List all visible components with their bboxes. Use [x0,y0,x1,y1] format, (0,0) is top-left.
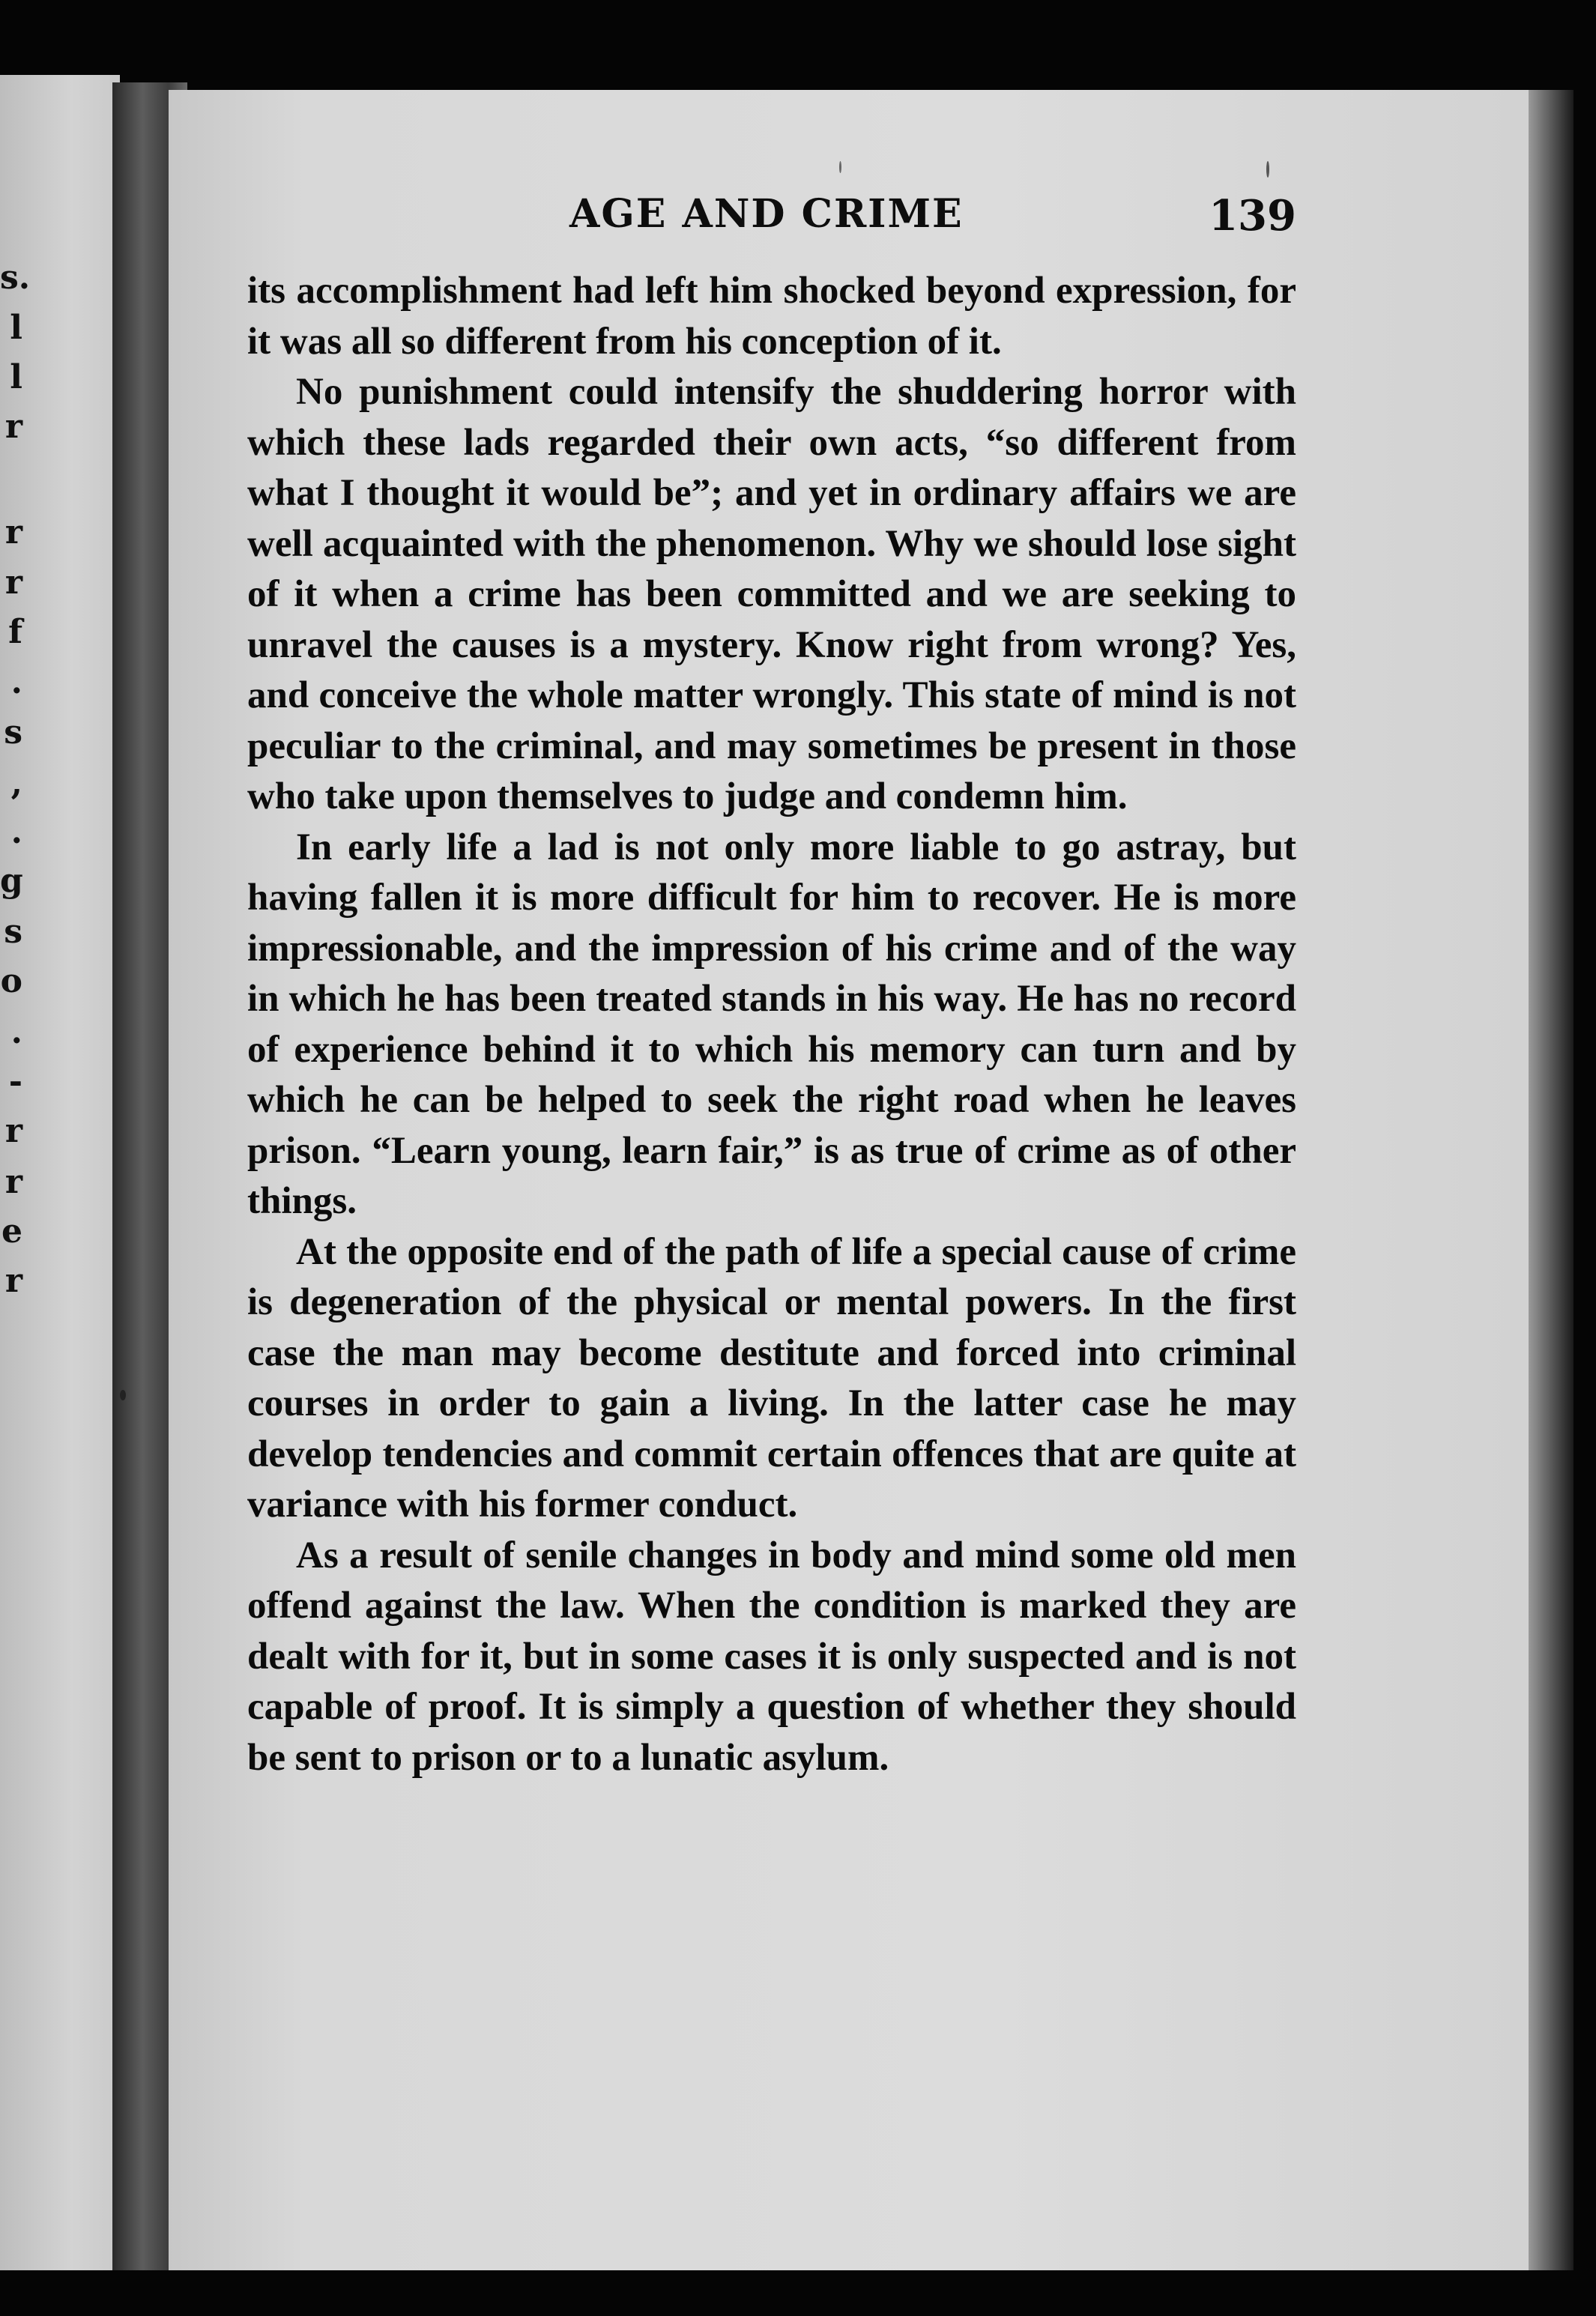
facing-page-fragment: l [10,358,22,396]
page-number: 139 [1209,191,1296,241]
paragraph: As a result of senile changes in body and mind some old men offend against the law. When the condition is marked they are dealt with for it, but in some cases it is only suspected and is not capable of proof. It is simply a question of whether they should be sent to prison or to a lunatic asylum. [247,1534,1296,1779]
facing-page-fragment: , [10,764,22,802]
facing-page-fragment: - [8,1062,22,1101]
paragraph: In early life a lad is not only more liable to go astray, but having fallen it is more difficult for him to recover. He is more impressionable, and the impression of his crime and of the way in which he has been treated stands in his way. He has no record of experience behind it to which his memory can turn and by which he can be helped to seek the right road when he leaves prison. “Learn young, learn fair,” is as true of crime as of other things. [247,826,1296,1222]
facing-page-fragment: f [8,613,22,651]
body-text [247,266,1296,1783]
facing-page-fragment: o [0,962,22,1000]
paragraph: its accomplishment had left him shocked beyond expression, for it was all so different from his conception of it. [247,270,1296,363]
scan-speck [839,161,841,173]
facing-page-fragment: l [10,309,22,347]
facing-page-fragment: g [0,862,23,900]
facing-page-fragment: e [1,1212,22,1251]
paragraph: At the opposite end of the path of life a special cause of crime is degeneration of the physical or mental powers. In the first case the man may become destitute and forced into criminal courses in order to gain a living. In the latter case he may develop tendencies and commit certain offences that are quite at variance with his former conduct. [247,1230,1296,1526]
facing-page-fragment: r [4,513,22,551]
facing-page-fragment: r [4,1262,22,1300]
facing-page-fragment: s [4,713,22,752]
chapter-title: AGE AND CRIME [569,191,964,237]
running-head [247,191,1296,244]
scan-speck [120,1390,126,1400]
facing-page-fragment: r [4,1112,22,1150]
facing-page-fragment: s. [0,258,31,297]
facing-page-edge [0,75,120,2270]
scan-speck [1266,161,1269,178]
facing-page-fragment: r [4,563,22,602]
paragraph: No punishment could intensify the shuddering horror with which these lads regarded their own acts, “so different from what I thought it would be”; and yet in ordinary affairs we are well acquainted with the phenomenon. Why we should lose sight of it when a crime has been committed and we are seeking to unravel the causes is a mystery. Know right from wrong? Yes, and conceive the whole matter wrongly. This state of mind is not peculiar to the criminal, and may sometimes be present in those who take upon themselves to judge and condemn him. [247,371,1296,817]
facing-page-fragment: . [10,813,22,851]
facing-page-fragment: . [10,1013,22,1051]
page-edge-shadow [1529,90,1574,2270]
facing-page-fragment: r [4,408,22,446]
facing-page-fragment: . [10,663,22,701]
facing-page-fragment: r [4,1163,22,1201]
facing-page-fragment: s [4,913,22,951]
